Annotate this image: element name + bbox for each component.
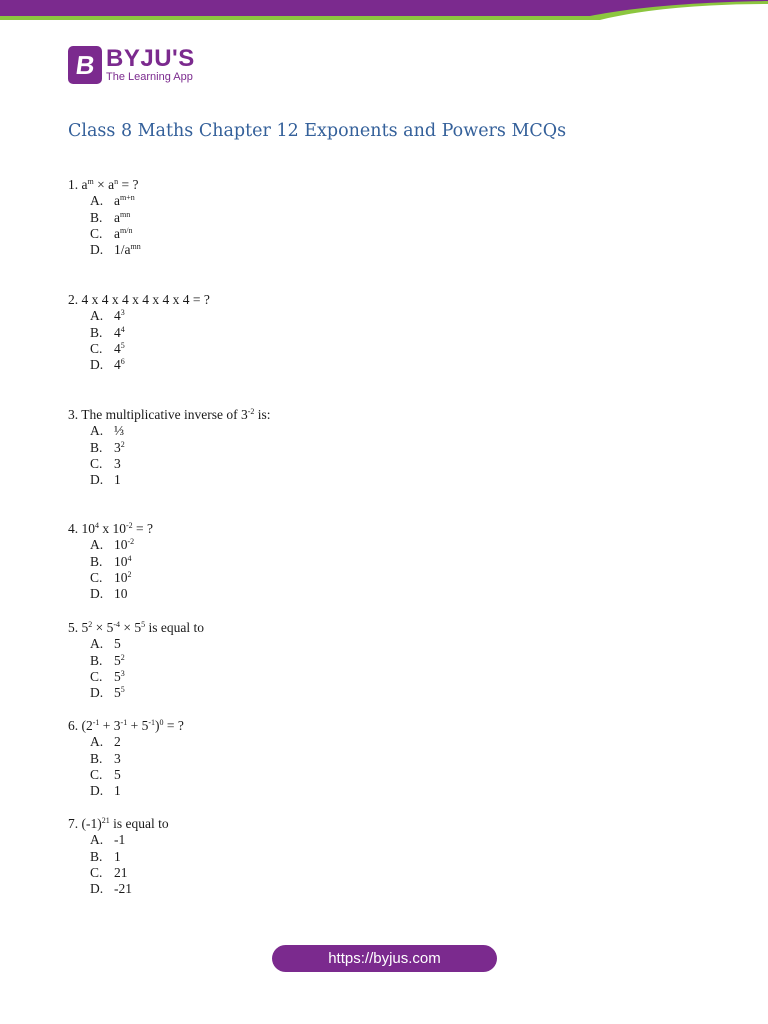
byjus-logo [68,46,195,84]
option-item [90,881,169,897]
question-stem [68,521,153,537]
option-letter: D. [90,586,104,602]
text-run: a [114,225,120,241]
option-item [90,734,184,750]
options-list [68,832,169,897]
option-text [114,586,128,602]
option-item [90,210,141,226]
question-number: 4. [68,521,82,536]
option-text [114,734,121,750]
footer-link-pill[interactable] [272,945,497,972]
text-run: 10 [114,553,128,569]
superscript: 4 [127,553,132,563]
text-run: 2 [114,734,121,750]
text-run: The multiplicative inverse of 3 [81,407,248,422]
text-run: + 5 [127,718,149,733]
text-run: 10 [114,537,128,553]
option-item [90,341,210,357]
option-text [114,881,132,897]
option-item [90,456,271,472]
option-letter: C. [90,668,103,684]
option-letter: B. [90,209,103,225]
option-letter: C. [90,455,103,471]
brand-name: BYJU'S [106,44,195,72]
option-item [90,423,271,439]
superscript: 3 [120,668,125,678]
superscript: 3 [120,308,125,318]
text-run: 4 x 4 x 4 x 4 x 4 x 4 = ? [81,292,210,307]
option-letter: C. [90,225,103,241]
option-letter: B. [90,848,103,864]
superscript: m [87,177,94,186]
logo-mark [68,46,102,84]
text-run: 10 [81,521,95,536]
question-stem [68,620,204,636]
option-item [90,849,169,865]
options-list [68,636,204,701]
question-number: 7. [68,816,82,831]
option-letter: D. [90,685,104,701]
question-stem [68,177,141,193]
footer-link[interactable]: https://byjus.com [328,950,441,967]
text-run: = ? [163,718,184,733]
text-run: 5 [114,685,121,701]
top-banner [0,0,768,28]
superscript: -2 [127,537,135,547]
option-text [114,423,124,439]
text-run: × 5 [92,620,114,635]
text-run: x 10 [99,521,126,536]
option-letter: B. [90,750,103,766]
superscript: 2 [120,439,125,449]
option-letter: A. [90,423,104,439]
option-letter: B. [90,553,103,569]
option-letter: D. [90,783,104,799]
text-run: 3 [114,750,121,766]
option-item [90,865,169,881]
option-letter: B. [90,439,103,455]
option-text [114,242,141,258]
superscript: 5 [120,340,125,350]
option-text [114,865,128,881]
text-run: = ? [132,521,154,536]
option-text [114,325,125,341]
option-letter: D. [90,472,104,488]
option-item [90,325,210,341]
superscript: 21 [101,816,110,825]
superscript: 2 [120,652,125,662]
superscript: -4 [113,620,121,629]
text-run: -1 [114,832,126,848]
option-letter: D. [90,881,104,897]
superscript: 5 [120,685,125,695]
option-text [114,456,121,472]
option-item [90,226,141,242]
option-letter: C. [90,340,103,356]
option-letter: D. [90,242,104,258]
text-run: 4 [114,340,121,356]
logo-mark-letter: B [73,50,97,80]
option-text [114,554,132,570]
option-text [114,226,132,242]
text-run: (2 [81,718,93,733]
superscript: mn [120,209,131,219]
text-run: 21 [114,864,128,880]
option-letter: A. [90,308,104,324]
option-text [114,537,134,553]
option-item [90,767,184,783]
text-run: 5 [114,668,121,684]
text-run: 5 [114,766,121,782]
option-item [90,636,204,652]
text-run: (-1) [81,816,102,831]
superscript: -2 [126,521,133,530]
page-title: Class 8 Maths Chapter 12 Exponents and Powers MCQs [68,121,567,141]
options-list [68,734,184,799]
option-text [114,636,121,652]
option-item [90,440,271,456]
text-run: × 5 [120,620,142,635]
option-item [90,193,141,209]
text-run: 4 [114,308,121,324]
option-text [114,669,125,685]
text-run: a [114,193,120,209]
option-text [114,357,125,373]
option-item [90,472,271,488]
text-run: 10 [114,569,128,585]
question-stem [68,407,271,423]
superscript: 4 [95,521,99,530]
option-item [90,242,141,258]
superscript: -1 [120,718,128,727]
text-run: 1 [114,472,121,488]
text-run: 1/a [114,242,131,258]
superscript: mn [130,242,141,252]
superscript: m+n [120,193,135,203]
option-item [90,685,204,701]
text-run: 5 [81,620,89,635]
option-item [90,570,153,586]
text-run: × a [93,177,115,192]
text-run: 4 [114,324,121,340]
logo-text [106,44,195,84]
option-letter: A. [90,832,104,848]
question-stem [68,816,169,832]
option-letter: B. [90,324,103,340]
text-run: is equal to [109,816,169,831]
option-letter: B. [90,652,103,668]
superscript: 6 [120,357,125,367]
option-text [114,849,121,865]
option-text [114,440,125,456]
option-letter: A. [90,537,104,553]
superscript: -2 [247,407,255,416]
text-run: + 3 [99,718,121,733]
superscript: 0 [159,718,164,727]
options-list [68,193,141,258]
option-item [90,669,204,685]
text-run: is equal to [145,620,205,635]
option-item [90,586,153,602]
superscript: 2 [127,569,132,579]
option-text [114,210,130,226]
superscript: 4 [120,324,125,334]
superscript: -1 [92,718,100,727]
option-letter: C. [90,569,103,585]
text-run: is: [254,407,271,422]
text-run: 1 [114,783,121,799]
question-number: 3. [68,407,82,422]
option-text [114,751,121,767]
text-run: 5 [114,636,121,652]
question-2 [68,292,210,373]
text-run: a [114,209,120,225]
text-run: -21 [114,881,132,897]
option-text [114,783,121,799]
question-3 [68,407,271,488]
option-item [90,357,210,373]
option-letter: A. [90,193,104,209]
options-list [68,537,153,602]
question-stem [68,292,210,308]
question-number: 6. [68,718,82,733]
option-text [114,832,125,848]
option-text [114,570,132,586]
question-1 [68,177,141,258]
option-text [114,767,121,783]
superscript: 2 [88,620,93,629]
question-7 [68,816,169,897]
superscript: m/n [120,225,133,235]
option-text [114,193,135,209]
option-text [114,341,125,357]
text-run: 4 [114,357,121,373]
option-item [90,554,153,570]
question-stem [68,718,184,734]
question-number: 1. [68,177,82,192]
question-4 [68,521,153,602]
options-list [68,308,210,373]
option-text [114,685,125,701]
question-number: 2. [68,292,82,307]
text-run: ) [155,718,160,733]
option-item [90,653,204,669]
question-number: 5. [68,620,82,635]
question-6 [68,718,184,799]
text-run: = ? [118,177,139,192]
option-letter: C. [90,864,103,880]
option-item [90,308,210,324]
text-run: 10 [114,586,128,602]
option-letter: A. [90,636,104,652]
option-letter: D. [90,357,104,373]
option-text [114,472,121,488]
text-run: 3 [114,455,121,471]
options-list [68,423,271,488]
superscript: n [114,177,119,186]
question-5 [68,620,204,701]
text-run: a [81,177,88,192]
brand-tagline: The Learning App [106,70,193,83]
superscript: -1 [148,718,156,727]
text-run: 1 [114,848,121,864]
option-letter: C. [90,766,103,782]
option-text [114,308,125,324]
text-run: ⅓ [114,423,125,439]
option-item [90,537,153,553]
option-item [90,751,184,767]
text-run: 5 [114,652,121,668]
option-text [114,653,125,669]
option-item [90,832,169,848]
option-letter: A. [90,734,104,750]
text-run: 3 [114,439,121,455]
superscript: 5 [141,620,146,629]
option-item [90,783,184,799]
